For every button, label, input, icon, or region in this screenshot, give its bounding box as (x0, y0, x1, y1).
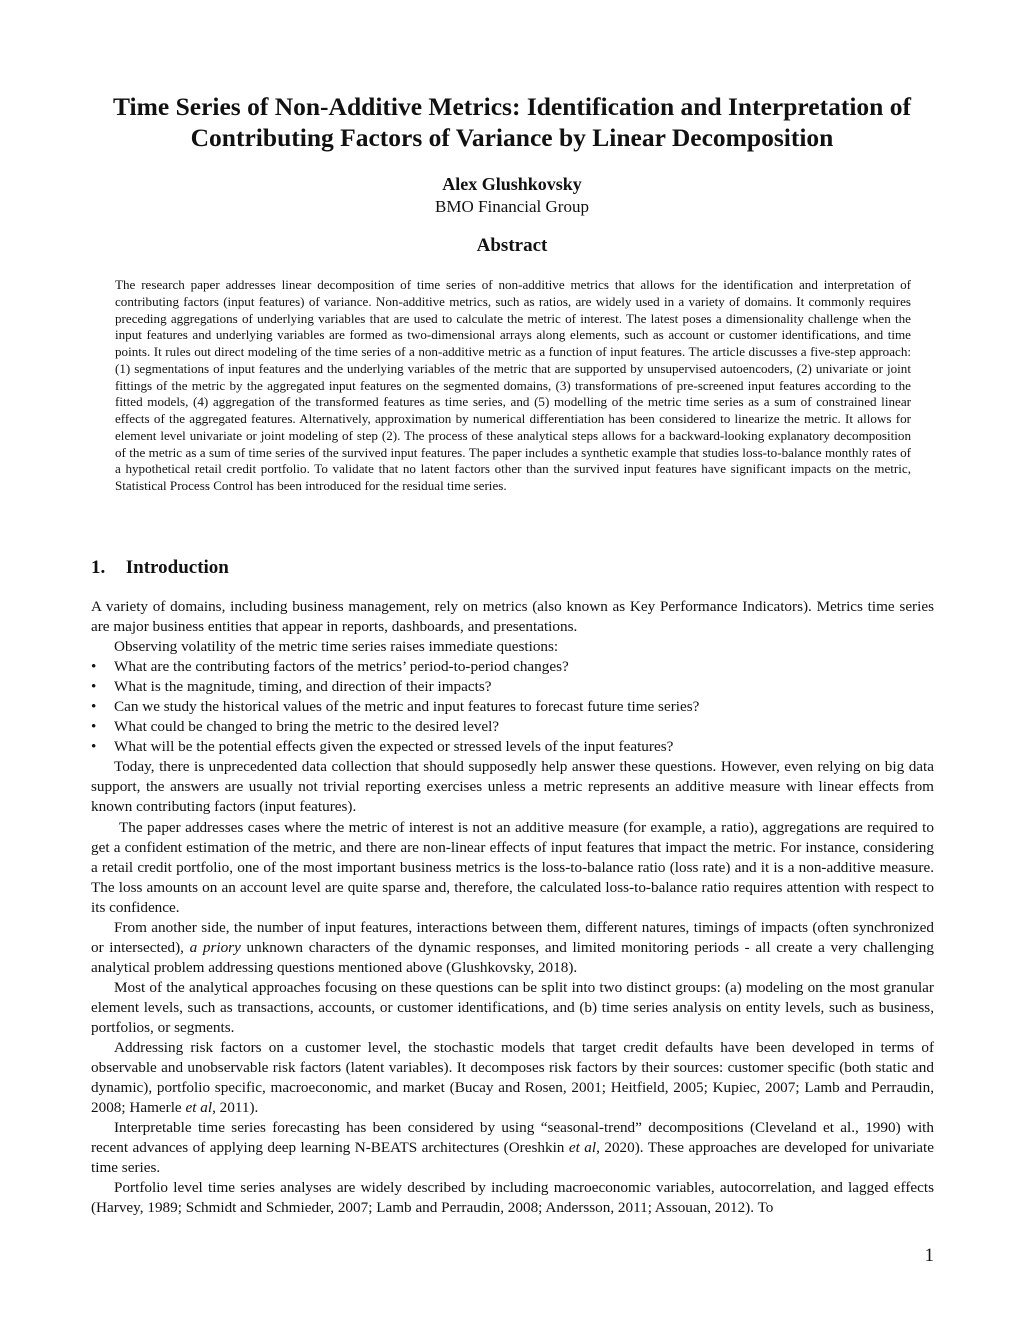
list-item-text: What will be the potential effects given the expected or stressed levels of the input features? (114, 738, 674, 756)
list-item-text: What is the magnitude, timing, and direction of their impacts? (114, 678, 492, 696)
author-name: Alex Glushkovsky (442, 174, 582, 194)
bullet-icon: • (91, 698, 97, 716)
paragraph-text: Interpretable time series forecasting has been considered by using “seasonal-trend” decompositions (Cleveland et al., 1990) with recent advances of applying deep learning N-BEATS architectures (Oreshkin (91, 1119, 934, 1157)
paragraph: A variety of domains, including business management, rely on metrics (also known as Key Performance Indicators). Metrics time series are major business entities that appear in reports, dashboards, and presentations. (91, 598, 934, 636)
paper-title (60, 91, 964, 153)
list-item (91, 737, 934, 757)
section-title: Introduction (125, 557, 229, 578)
introduction-body (91, 597, 934, 1218)
paragraph-text: From another side, the number of input features, interactions between them, different natures, timings of impacts (often synchronized or intersected), (91, 918, 934, 956)
title-line-2: Contributing Factors of Variance by Linear Decomposition (190, 123, 834, 152)
bullet-icon: • (91, 718, 97, 736)
italic-term: a priory (189, 938, 241, 956)
abstract-heading: Abstract (476, 235, 548, 256)
list-item-text: What are the contributing factors of the metrics’ period-to-period changes? (114, 658, 569, 676)
bullet-icon: • (91, 658, 97, 676)
list-item (91, 717, 934, 737)
list-item-text: What could be changed to bring the metric to the desired level? (114, 718, 500, 736)
paragraph: The paper addresses cases where the metric of interest is not an additive measure (for example, a ratio), aggregations are required to get a confident estimation of the metric, and there are non-linear effects of input features that impact the metric. For instance, considering a retail credit portfolio, one of the most important business metrics is the loss-to-balance ratio (loss rate) and it is a non-additive measure. The loss amounts on an account level are quite sparse and, therefore, the calculated loss-to-balance ratio requires attention with respect to its confidence. (91, 818, 934, 916)
paragraph (91, 918, 934, 978)
paragraph-text: , 2011). (212, 1099, 259, 1117)
paragraph (91, 1038, 934, 1118)
title-line-1: Time Series of Non-Additive Metrics: Identification and Interpretation of (113, 92, 911, 121)
author-affiliation: BMO Financial Group (435, 197, 589, 216)
list-item (91, 677, 934, 697)
paragraph-text: , 2020). These approaches are developed for univariate time series. (91, 1139, 934, 1177)
italic-term: et al (568, 1139, 597, 1157)
paragraph-text: unknown characters of the dynamic responses, and limited monitoring periods - all create a very challenging analytical problem addressing questions mentioned above (Glushkovsky, 2018). (91, 938, 934, 976)
paragraph (91, 1118, 934, 1178)
section-heading-introduction (91, 557, 229, 579)
italic-term: et al (185, 1099, 213, 1117)
paragraph-text: Addressing risk factors on a customer level, the stochastic models that target credit defaults have been developed in terms of observable and unobservable risk factors (latent variables). It decomposes risk factors by their sources: customer specific (both static and dynamic), portfolio specific, macroeconomic, and market (Bucay and Rosen, 2001; Heitfield, 2005; Kupiec, 2007; Lamb and Perraudin, 2008; Hamerle (91, 1039, 934, 1117)
paragraph: Today, there is unprecedented data collection that should supposedly help answer these questions. However, even relying on big data support, the answers are usually not trivial reporting exercises unless a metric represents an additive measure with linear effects from known contributing factors (input features). (91, 758, 934, 816)
paragraph: Portfolio level time series analyses are widely described by including macroeconomic variables, autocorrelation, and lagged effects (Harvey, 1989; Schmidt and Schmieder, 2007; Lamb and Perraudin, 2008; Andersson, 2011; Assouan, 2012). To (91, 1179, 934, 1217)
bullet-icon: • (91, 738, 97, 756)
list-item (91, 697, 934, 717)
paragraph: Observing volatility of the metric time series raises immediate questions: (114, 638, 559, 656)
bullet-icon: • (91, 678, 97, 696)
abstract-text: The research paper addresses linear decomposition of time series of non-additive metrics that allows for the identification and interpretation of contributing factors (input features) of variance. Non-additive metrics, such as ratios, are widely used in a variety of domains. It commonly requires preceding aggregations of underlying variables that are used to calculate the metric of interest. The latest poses a dimensionality challenge when the input features and underlying variables are formed as two-dimensional arrays along elements, such as account or customer identifications, and time points. It rules out direct modeling of the time series of a non-additive metric as a function of input features. The article discusses a five-step approach: (1) segmentations of input features and the underlying variables of the metric that are supported by unsupervised autoencoders, (2) univariate or joint fittings of the metric by the aggregated input features on the segmented domains, (3) transformations of pre-screened input features according to the fitted models, (4) aggregation of the transformed features as time series, and (5) modelling of the metric time series as a sum of constrained linear effects of the aggregated features. Alternatively, approximation by numerical differentiation has been considered to linearize the metric. It allows for element level univariate or joint modeling of step (2). The process of these analytical steps allows for a backward-looking explanatory decomposition of the metric as a sum of time series of the survived input features. The paper includes a synthetic example that studies loss-to-balance monthly rates of a hypothetical retail credit portfolio. To validate that no latent factors other than the survived input features have significant impacts on the metric, Statistical Process Control has been introduced for the residual time series. (115, 277, 911, 493)
section-number: 1. (91, 557, 106, 578)
question-list (91, 657, 934, 757)
page-number: 1 (924, 1245, 934, 1266)
paragraph: Most of the analytical approaches focusing on these questions can be split into two distinct groups: (a) modeling on the most granular element levels, such as transactions, accounts, or customer identifications, and (b) time series analysis on entity levels, such as business, portfolios, or segments. (91, 978, 934, 1036)
list-item-text: Can we study the historical values of the metric and input features to forecast future time series? (114, 698, 700, 716)
list-item (91, 657, 934, 677)
